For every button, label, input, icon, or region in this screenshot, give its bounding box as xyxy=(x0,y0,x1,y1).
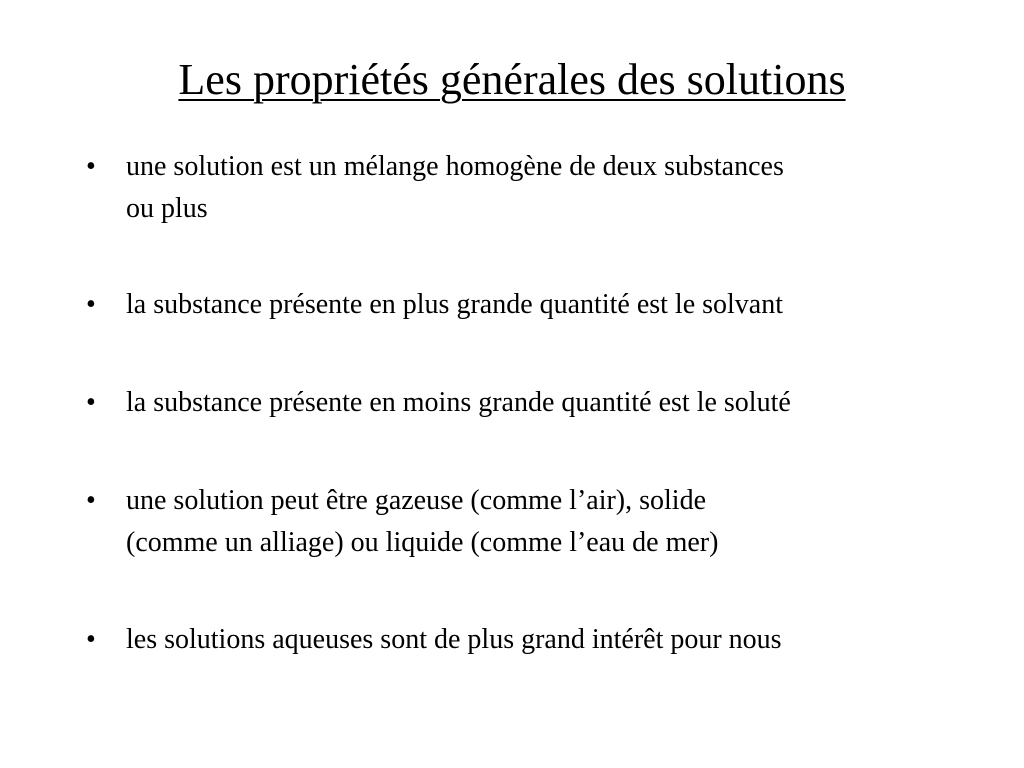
bullet-text xyxy=(126,619,986,661)
bullet-icon: • xyxy=(86,387,96,418)
bullet-line: la substance présente en plus grande quantité est le solvant xyxy=(126,289,784,320)
bullet-text xyxy=(126,146,986,230)
bullet-text xyxy=(126,480,986,564)
bullet-icon: • xyxy=(86,151,96,182)
bullet-line: la substance présente en moins grande quantité est le soluté xyxy=(126,387,791,418)
bullet-line: une solution peut être gazeuse (comme l’air), solide xyxy=(126,485,707,516)
bullet-icon: • xyxy=(86,485,96,516)
bullet-text xyxy=(126,382,986,424)
bullet-line: ou plus xyxy=(126,193,208,224)
bullet-text xyxy=(126,284,986,326)
bullet-icon: • xyxy=(86,624,96,655)
slide-title: Les propriétés générales des solutions xyxy=(178,55,846,104)
bullet-line: les solutions aqueuses sont de plus grand intérêt pour nous xyxy=(126,624,782,655)
bullet-line: (comme un alliage) ou liquide (comme l’eau de mer) xyxy=(126,527,719,558)
bullet-icon: • xyxy=(86,289,96,320)
bullet-line: une solution est un mélange homogène de deux substances xyxy=(126,151,784,182)
